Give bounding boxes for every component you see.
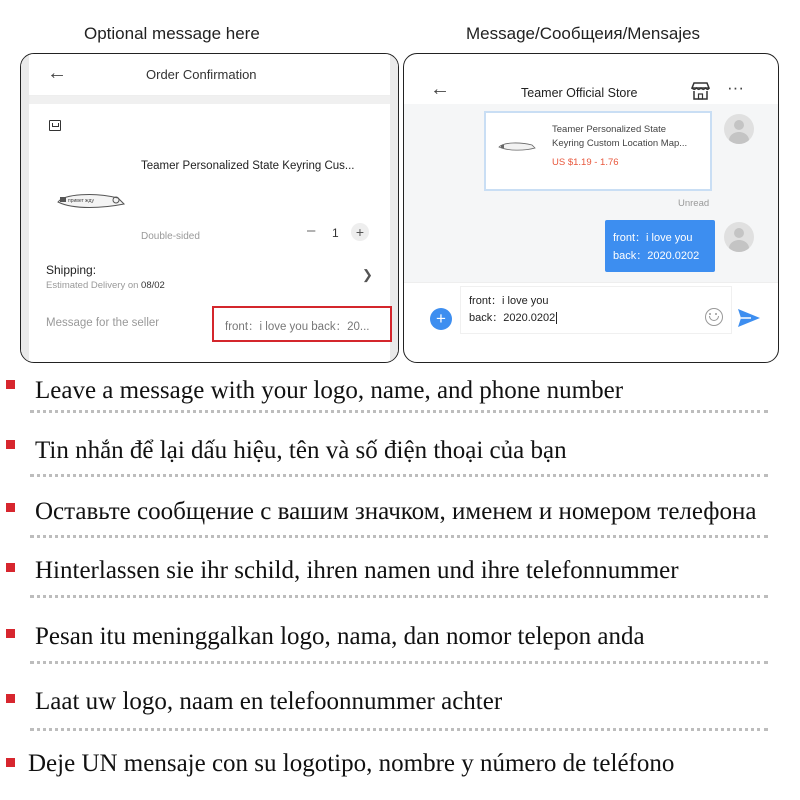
instruction-text: Tin nhắn để lại dấu hiệu, tên và số điện thoại của bạn bbox=[35, 437, 567, 464]
list-item bbox=[0, 555, 800, 615]
seller-message-label: Message for the seller bbox=[46, 317, 160, 329]
product-card[interactable] bbox=[484, 111, 712, 191]
dotted-divider bbox=[30, 728, 768, 731]
text-caret bbox=[556, 312, 557, 324]
instruction-text: Hinterlassen sie ihr schild, ihren namen und ihre telefonnummer bbox=[35, 557, 679, 584]
instruction-text: Оставьте сообщение с вашим значком, именем и номером телефона bbox=[35, 498, 757, 525]
delivery-estimate bbox=[46, 280, 165, 291]
instruction-text: Laat uw logo, naam en telefoonnummer achter bbox=[35, 688, 503, 715]
order-title: Order Confirmation bbox=[146, 67, 257, 82]
list-item bbox=[0, 748, 800, 800]
emoji-icon[interactable] bbox=[705, 308, 723, 326]
delivery-date: 08/02 bbox=[141, 280, 165, 291]
dotted-divider bbox=[30, 535, 768, 538]
storefront-icon[interactable] bbox=[691, 82, 710, 100]
dotted-divider bbox=[30, 595, 768, 598]
dotted-divider bbox=[30, 474, 768, 477]
bullet-marker bbox=[6, 694, 15, 703]
user-avatar bbox=[724, 114, 754, 144]
chat-message-input[interactable] bbox=[460, 286, 732, 334]
instruction-text: Pesan itu meninggalkan logo, nama, dan nomor telepon anda bbox=[35, 623, 645, 650]
svg-text:привет жду: привет жду bbox=[68, 198, 94, 204]
card-product-name bbox=[552, 123, 704, 151]
quantity-value: 1 bbox=[332, 226, 339, 240]
quantity-increase-button[interactable]: + bbox=[351, 223, 369, 241]
variant-label: Double-sided bbox=[141, 231, 200, 242]
chat-screenshot bbox=[403, 53, 779, 363]
user-avatar bbox=[724, 222, 754, 252]
list-item bbox=[0, 370, 800, 430]
keyring-thumbnail-icon bbox=[54, 186, 128, 216]
right-caption: Message/Сообщеия/Mensajes bbox=[466, 24, 701, 43]
chevron-right-icon[interactable]: ❯ bbox=[362, 267, 373, 282]
list-item bbox=[0, 430, 800, 490]
unread-status: Unread bbox=[678, 198, 710, 209]
sent-message-bubble bbox=[605, 220, 715, 272]
bullet-marker bbox=[6, 380, 15, 389]
section-divider bbox=[29, 96, 390, 104]
product-name[interactable]: Teamer Personalized State Keyring Cus... bbox=[141, 160, 355, 172]
input-line2-text: back：2020.0202 bbox=[469, 312, 556, 324]
card-name-line2: Keyring Custom Location Map... bbox=[552, 138, 688, 149]
more-options-icon[interactable]: ··· bbox=[727, 78, 744, 97]
bullet-marker bbox=[6, 629, 15, 638]
order-confirmation-screenshot bbox=[20, 53, 399, 363]
send-icon[interactable] bbox=[737, 308, 761, 328]
shipping-label: Shipping: bbox=[46, 263, 97, 277]
keyring-thumbnail-icon bbox=[498, 139, 536, 153]
instruction-text: Deje UN mensaje con su logotipo, nombre y número de teléfono bbox=[28, 750, 675, 777]
bullet-marker bbox=[6, 440, 15, 449]
input-line2 bbox=[469, 310, 731, 327]
left-caption: Optional message here bbox=[84, 24, 260, 43]
list-item bbox=[0, 621, 800, 681]
store-icon bbox=[49, 120, 61, 131]
instruction-text: Leave a message with your logo, name, and phone number bbox=[35, 377, 624, 404]
seller-message-input[interactable]: front：i love you back：20... bbox=[225, 321, 370, 333]
back-arrow-icon[interactable]: ← bbox=[430, 78, 450, 100]
back-arrow-icon[interactable]: ← bbox=[47, 62, 67, 84]
chat-store-title: Teamer Official Store bbox=[521, 86, 638, 100]
dotted-divider bbox=[30, 410, 768, 413]
bubble-line2: back：2020.0202 bbox=[613, 250, 700, 262]
bubble-line1: front：i love you bbox=[613, 232, 693, 244]
card-price: US $1.19 - 1.76 bbox=[552, 157, 619, 168]
input-line1: front：i love you bbox=[469, 295, 549, 307]
bullet-marker bbox=[6, 758, 15, 767]
left-gutter bbox=[21, 54, 29, 362]
quantity-decrease-button[interactable]: – bbox=[307, 222, 316, 239]
card-name-line1: Teamer Personalized State bbox=[552, 124, 667, 135]
list-item bbox=[0, 495, 800, 555]
delivery-prefix: Estimated Delivery on bbox=[46, 280, 139, 291]
dotted-divider bbox=[30, 661, 768, 664]
list-item bbox=[0, 686, 800, 746]
bullet-marker bbox=[6, 563, 15, 572]
bullet-marker bbox=[6, 503, 15, 512]
add-attachment-button[interactable]: + bbox=[430, 308, 452, 330]
